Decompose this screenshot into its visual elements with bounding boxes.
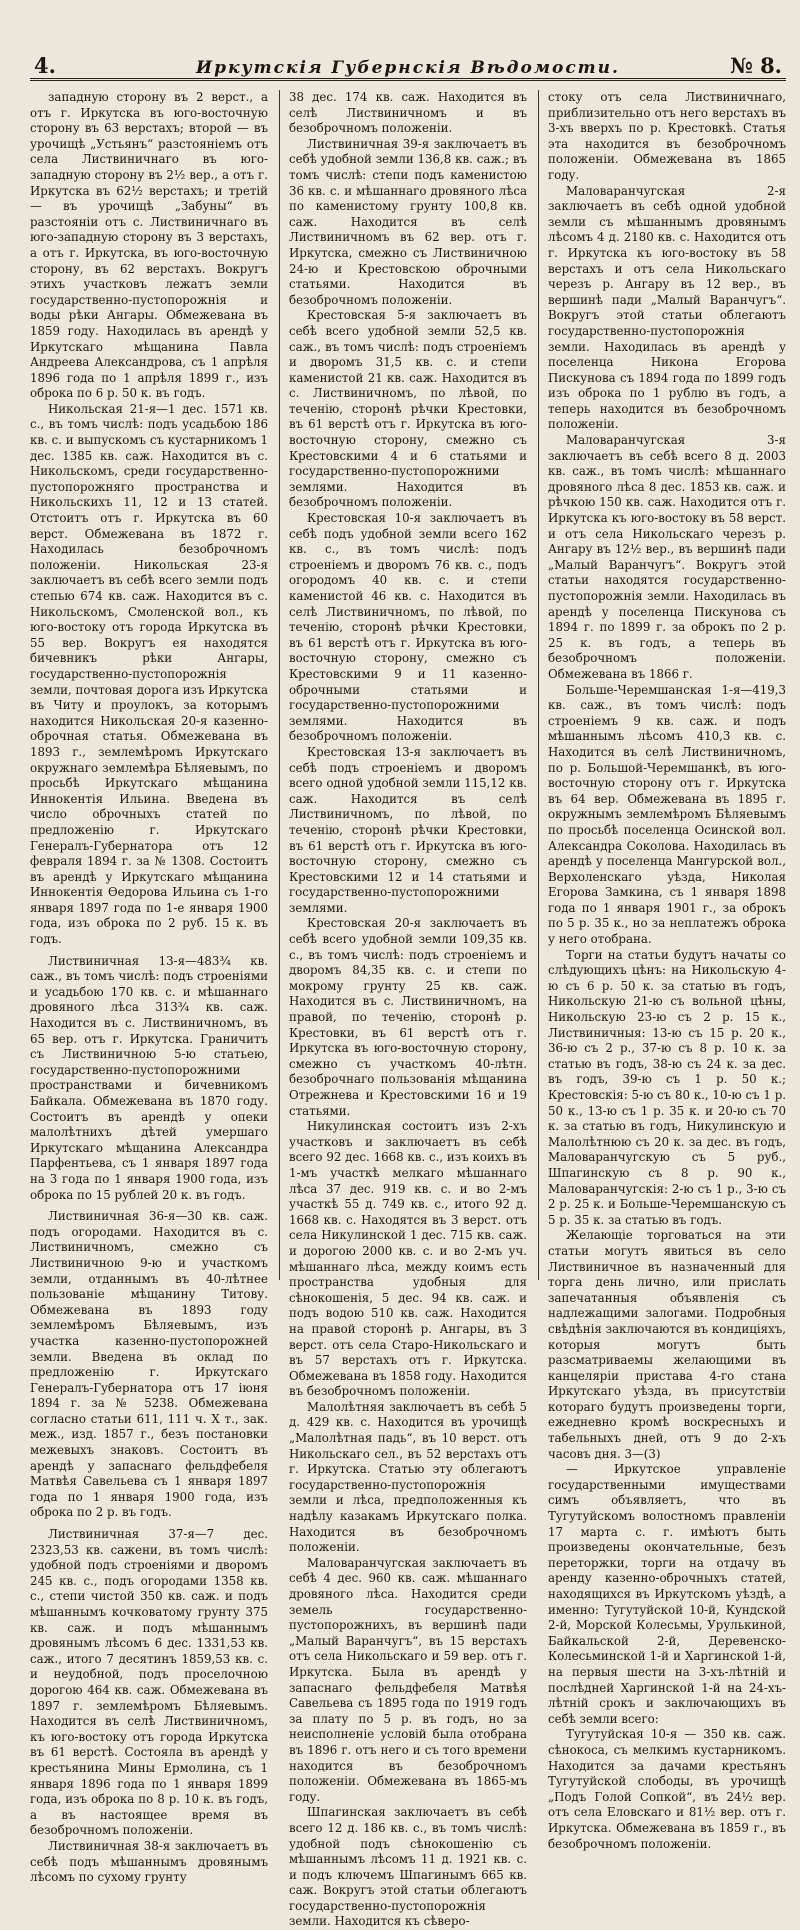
paragraph: западную сторону въ 2 верст., а отъ г. Иркутска въ юго-восточную сторону въ 63 верстахъ; второй — въ урочищѣ „Устьянъ“ разстояніемъ отъ села Листвиничнаго въ юго-западную сторону въ 2½ вер., а отъ г. Иркутска въ 62½ верстахъ; и третій — въ урочищѣ „Забуны“ въ разстояніи отъ с. Листвиничнаго въ юго-западную сторону въ 3 верстахъ, а отъ г. Иркутска, въ юго-восточную сторону, въ 62 верстахъ. Вокругъ этихъ участковъ лежатъ земли государственно-пустопорожнія и воды рѣки Ангары. Обмежевана въ 1859 году. Находилась въ арендѣ у Иркутскаго мѣщанина Павла Андреева Александрова, съ 1 апрѣля 1896 года по 1 апрѣля 1899 г., изъ оброка по 6 р. 50 к. въ годъ.: [30, 90, 268, 401]
paragraph: Никулинская состоитъ изъ 2-хъ участковъ и заключаетъ въ себѣ всего 92 дес. 1668 кв. с., изъ коихъ въ 1-мъ участкѣ мелкаго мѣшаннаго лѣса 37 дес. 919 кв. с. и во 2-мъ участкѣ 55 д. 749 кв. с., итого 92 д. 1668 кв. с. Находятся въ 3 верст. отъ села Никулинской 1 дес. 715 кв. саж. и дорогою 2000 кв. с. и во 2-мъ уч. мѣшаннаго лѣса, между коимъ есть пространства удобныя для сѣнокошенія, 5 дес. 94 кв. саж. и подъ водою 510 кв. саж. Находится на правой сторонѣ р. Ангары, въ 3 верст. отъ села Старо-Никольскаго и въ 57 верстахъ отъ г. Иркутска. Обмежевана въ 1858 году. Находится въ безоброчномъ положеніи.: [289, 1119, 527, 1399]
paragraph: Крестовская 13-я заключаетъ въ себѣ подъ строеніемъ и дворомъ всего одной удобной земли 115,12 кв. саж. Находится въ селѣ Листвиничномъ, по лѣвой, по теченію, сторонѣ рѣчки Крестовки, въ 61 верстѣ отъ г. Иркутска въ юго-восточную сторону, смежно съ Крестовскими 12 и 14 статьями и государственно-пустопорожними землями.: [289, 744, 527, 915]
paragraph: Листвиничная 36-я—30 кв. саж. подъ огородами. Находится въ с. Листвиничномъ, смежно съ Листвиничною 9-ю и участкомъ земли, отданнымъ въ 40-лѣтнее пользованіе мѣщанину Титову. Обмежевана въ 1893 году землемѣромъ Бѣляевымъ, изъ участка казенно-пустопорожней земли. Введена въ оклад по предложенію г. Иркутскаго Генералъ-Губернатора отъ 17 іюня 1894 г. за № 5238. Обмежевана согласно статьи 611, 111 ч. X т., зак. меж., изд. 1857 г., безъ постановки межевыхъ знаковъ. Состоитъ въ арендѣ у запаснаго фельдфебеля Матвѣя Савельева съ 1 января 1897 года по 1 января 1900 года, изъ оброка по 2 р. въ годъ.: [30, 1209, 268, 1520]
column-divider: [279, 90, 280, 1280]
paragraph: Больше-Черемшанская 1-я—419,3 кв. саж., въ томъ числѣ: подъ строеніемъ 9 кв. саж. и подъ мѣшаннымъ лѣсомъ 410,3 кв. с. Находится въ селѣ Листвиничномъ, по р. Большой-Черемшанкѣ, въ юго-восточную сторону отъ г. Иркутска въ 64 вер. Обмежевана въ 1895 г. окружнымъ землемѣромъ Бѣляевымъ по просьбѣ поселенца Осинской вол. Александра Соколова. Находилась въ арендѣ у поселенца Мангурской вол., Верхоленскаго уѣзда, Николая Егорова Замкина, съ 1 января 1898 года по 1 января 1901 г., за оброкъ по 5 р. 35 к., но за неплатежъ оброка у него отобрана.: [548, 682, 786, 947]
column-divider: [538, 90, 539, 1280]
text-columns: [30, 90, 786, 1929]
paragraph: Листвиничная 37-я—7 дес. 2323,53 кв. сажени, въ томъ числѣ: удобной подъ строеніями и дворомъ 245 кв. с., подъ огородами 1358 кв. с., степи чистой 350 кв. саж. и подъ мѣшаннымъ кочковатому грунту 375 кв. саж. и подъ мѣшаннымъ дровянымъ лѣсомъ 6 дес. 1331,53 кв. саж., итого 7 десятинъ 1859,53 кв. с. и неудобной, подъ проселочною дорогою 464 кв. саж. Обмежевана въ 1897 г. землемѣромъ Бѣляевымъ. Находится въ селѣ Листвиничномъ, къ юго-востоку отъ города Иркутска въ 61 верстѣ. Состояла въ арендѣ у крестьянина Мины Ермолина, съ 1 января 1896 года по 1 января 1899 года, изъ оброка по 8 р. 10 к. въ годъ, а въ настоящее время въ безоброчномъ положеніи.: [30, 1527, 268, 1838]
paragraph: Маловаранчугская 2-я заключаетъ въ себѣ одной удобной земли съ мѣшаннымъ дровянымъ лѣсомъ 4 д. 2180 кв. с. Находится отъ г. Иркутска къ юго-востоку въ 58 верстахъ и отъ села Никольскаго черезъ р. Ангару въ 12 вер., въ вершинѣ пади „Малый Варанчугъ“. Вокругъ этой статьи облегаютъ государственно-пустопорожнія земли. Находилась въ арендѣ у поселенца Никона Егорова Пискунова съ 1894 года по 1899 годъ изъ оброка по 1 рублю въ годъ, а теперь находится въ безоброчномъ положеніи.: [548, 183, 786, 432]
column-1: [30, 90, 268, 1885]
paragraph: Торги на статьи будутъ начаты со слѣдующихъ цѣнъ: на Никольскую 4-ю съ 6 р. 50 к. за статью въ годъ, Никольскую 21-ю съ вольной цѣны, Никольскую 23-ю съ 2 р. 15 к., Листвиничныя: 13-ю съ 15 р. 20 к., 36-ю съ 2 р., 37-ю съ 8 р. 10 к. за статью въ годъ, 38-ю съ 24 к. за дес. въ годъ, 39-ю съ 1 р. 50 к.; Крестовскія: 5-ю съ 80 к., 10-ю съ 1 р. 50 к., 13-ю съ 1 р. 35 к. и 20-ю съ 70 к. за статью въ годъ, Никулинскую и Малолѣтнюю съ 20 к. за дес. въ годъ, Маловаранчугскую съ 5 руб., Шпагинскую съ 8 р. 90 к., Маловаранчугскія: 2-ю съ 1 р., 3-ю съ 2 р. 25 к. и Больше-Черемшанскую съ 5 р. 35 к. за статью въ годъ.: [548, 947, 786, 1227]
newspaper-title: Иркутскія Губернскія Вѣдомости.: [196, 58, 620, 78]
issue-number: № 8.: [729, 53, 782, 78]
paragraph: Малолѣтняя заключаетъ въ себѣ 5 д. 429 кв. с. Находится въ урочищѣ „Малолѣтная падь“, въ 10 верст. отъ Никольскаго сел., въ 52 верстахъ отъ г. Иркутска. Статью эту облегаютъ государственно-пустопорожнія земли и лѣса, предположенныя къ надѣлу казакамъ Иркутскаго полка. Находится въ безоброчномъ положеніи.: [289, 1399, 527, 1555]
paragraph: Крестовская 20-я заключаетъ въ себѣ всего удобной земли 109,35 кв. с., въ томъ числѣ: подъ строеніемъ и дворомъ 84,35 кв. с. и степи по мокрому грунту 25 кв. саж. Находится въ с. Листвиничномъ, на правой, по теченію, сторонѣ р. Крестовки, въ 61 верстѣ отъ г. Иркутска въ юго-восточную сторону, смежно съ участкомъ 40-лѣтн. безоброчнаго пользованія мѣщанина Отрежнева и Крестовскими 16 и 19 статьями.: [289, 916, 527, 1118]
column-3: [548, 90, 786, 1851]
paragraph: Маловаранчугская 3-я заключаетъ въ себѣ всего 8 д. 2003 кв. саж., въ томъ числѣ: мѣшаннаго дровяного лѣса 8 дес. 1853 кв. саж. и рѣчкою 150 кв. саж. Находится отъ г. Иркутска къ юго-востоку въ 58 верст. и отъ села Никольскаго черезъ р. Ангару въ 12½ вер., въ вершинѣ пади „Малый Варанчугъ“. Вокругъ этой статьи находятся государственно-пустопорожнія земли. Находилась въ арендѣ у поселенца Пискунова съ 1894 г. по 1899 г. за оброкъ по 2 р. 25 к. въ годъ, а теперь въ безоброчномъ положеніи. Обмежевана въ 1866 г.: [548, 433, 786, 681]
paragraph: стоку отъ села Листвиничнаго, приблизительно отъ него верстахъ въ 3-хъ вверхъ по р. Крестовкѣ. Статья эта находится въ безоброчномъ положеніи. Обмежевана въ 1865 году.: [548, 90, 786, 182]
paragraph: Тугутуйская 10-я — 350 кв. саж. сѣнокоса, съ мелкимъ кустарникомъ. Находится за дачами крестьянъ Тугутуйской слободы, въ урочищѣ „Подъ Голой Сопкой“, въ 24½ вер. отъ села Еловскаго и 81½ вер. отъ г. Иркутска. Обмежевана въ 1859 г., въ безоброчномъ положеніи.: [548, 1727, 786, 1851]
paragraph: Никольская 21-я—1 дес. 1571 кв. с., въ томъ числѣ: подъ усадьбою 186 кв. с. и выпускомъ съ кустарникомъ 1 дес. 1385 кв. саж. Находится въ с. Никольскомъ, среди государственно-пустопорожняго пространства и Никольскихъ 11, 12 и 13 статей. Отстоитъ отъ г. Иркутска въ 60 верст. Обмежевана въ 1872 г. Находилась безоброчномъ положеніи. Никольская 23-я заключаетъ въ себѣ всего земли подъ степью 674 кв. саж. Находится въ с. Никольскомъ, Смоленской вол., къ юго-востоку отъ города Иркутска въ 55 вер. Вокругъ ея находятся бичевникъ рѣки Ангары, государственно-пустопорожнія земли, почтовая дорога изъ Иркутска въ Читу и проулокъ, за которымъ находится Никольская 20-я казенно-оброчная статья. Обмежевана въ 1893 г., землемѣромъ Иркутскаго окружнаго землемѣра Бѣляевымъ, по просьбѣ Иркутскаго мѣщанина Иннокентія Ильина. Введена въ число оброчныхъ статей по предложенію г. Иркутскаго Генералъ-Губернатора отъ 12 февраля 1894 г. за № 1308. Состоитъ въ арендѣ у Иркутскаго мѣщанина Иннокентія Ѳедорова Ильина съ 1-го января 1897 года по 1-е января 1900 года, изъ оброка по 2 руб. 15 к. въ годъ.: [30, 401, 268, 947]
paragraph: Крестовская 10-я заключаетъ въ себѣ подъ удобной земли всего 162 кв. с., въ томъ числѣ: подъ строеніемъ и дворомъ 76 кв. с., подъ огородомъ 40 кв. с. и степи каменистой 46 кв. с. Находится въ селѣ Листвиничномъ, по лѣвой, по теченію, сторонѣ рѣчки Крестовки, въ 61 верстѣ отъ г. Иркутска въ юго-восточную сторону, смежно съ Крестовскими 9 и 11 казенно-оброчными статьями и государственно-пустопорожними землями. Находится въ безоброчномъ положеніи.: [289, 511, 527, 744]
paragraph: Листвиничная 13-я—483¾ кв. саж., въ томъ числѣ: подъ строеніями и усадьбою 170 кв. с. и мѣшаннаго дровяного лѣса 313¾ кв. саж. Находится въ с. Листвиничномъ, въ 65 вер. отъ г. Иркутска. Граничитъ съ Листвиничною 5-ю статьею, государственно-пустопорожними пространствами и бичевникомъ Байкала. Обмежевана въ 1870 году. Состоитъ въ арендѣ у опеки малолѣтнихъ дѣтей умершаго Иркутскаго мѣщанина Александра Парфентьева, съ 1 января 1897 года на 3 года по 1 января 1900 года, изъ оброка по 15 рублей 20 к. въ годъ.: [30, 953, 268, 1202]
page-number: 4.: [34, 53, 56, 78]
column-2: [289, 90, 527, 1929]
paragraph: Шпагинская заключаетъ въ себѣ всего 12 д. 186 кв. с., въ томъ числѣ: удобной подъ сѣнокошенію съ мѣшаннымъ лѣсомъ 11 д. 1921 кв. с. и подъ ключемъ Шпагинымъ 665 кв. саж. Вокругъ этой статьи облегаютъ государственно-пустопорожнія земли. Находится къ сѣверо-: [289, 1805, 527, 1929]
paragraph: Желающіе торговаться на эти статьи могутъ явиться въ село Листвиничное въ назначенный для торга день лично, или прислать запечатанныя объявленія съ надлежащими залогами. Подробныя свѣдѣнія заключаются въ кондиціяхъ, которыя могутъ быть разсматриваемы желающими въ канцеляріи пристава 4-го стана Иркутскаго уѣзда, въ присутствіи котораго будутъ произведены торги, ежедневно кромѣ воскресныхъ и табельныхъ дней, отъ 9 до 2-хъ часовъ дня. 3—(3): [548, 1228, 786, 1461]
paragraph: — Иркутское управленіе государственными имуществами симъ объявляетъ, что въ Тугутуйскомъ волостномъ правленіи 17 марта с. г. имѣютъ быть произведены окончательные, безъ переторжки, торги на отдачу въ аренду казенно-оброчныхъ статей, находящихся въ Иркутскомъ уѣздѣ, а именно: Тугутуйской 10-й, Кундской 2-й, Морской Колесьмы, Урулькиной, Байкальской 2-й, Деревенско-Колесьминской 1-й и Харгинской 1-й, на первыя шести на 3-хъ-лѣтній и послѣдней Харгинской 1-й на 24-хъ-лѣтній срокъ и заключающихъ въ себѣ земли всего:: [548, 1462, 786, 1726]
paragraph: 38 дес. 174 кв. саж. Находится въ селѣ Листвиничномъ и въ безоброчномъ положеніи.: [289, 90, 527, 136]
paragraph: Маловаранчугская заключаетъ въ себѣ 4 дес. 960 кв. саж. мѣшаннаго дровяного лѣса. Находится среди земель государственно-пустопорожнихъ, въ вершинѣ пади „Малый Варанчугъ“, въ 15 верстахъ отъ села Никольскаго и 59 вер. отъ г. Иркутска. Была въ арендѣ у запаснаго фельдфебеля Матвѣя Савельева съ 1895 года по 1919 годъ за плату по 5 р. въ годъ, но за неисполненіе условій была отобрана въ 1896 г. отъ него и съ того времени находится въ безоброчномъ положеніи. Обмежевана въ 1865-мъ году.: [289, 1555, 527, 1804]
paragraph: Листвиничная 38-я заключаетъ въ себѣ подъ мѣшаннымъ дровянымъ лѣсомъ по сухому грунту: [30, 1838, 268, 1885]
paragraph: Крестовская 5-я заключаетъ въ себѣ всего удобной земли 52,5 кв. саж., въ томъ числѣ: подъ строеніемъ и дворомъ 31,5 кв. с. и степи каменистой 21 кв. саж. Находится въ с. Листвиничномъ, по лѣвой, по теченію, сторонѣ рѣчки Крестовки, въ 61 верстѣ отъ г. Иркутска въ юго-восточную сторону, смежно съ Крестовскими 4 и 6 статьями и государственно-пустопорожними землями. Находится въ безоброчномъ положеніи.: [289, 308, 527, 510]
paragraph: Листвиничная 39-я заключаетъ въ себѣ удобной земли 136,8 кв. саж.; въ томъ числѣ: степи подъ каменистою 36 кв. с. и мѣшаннаго дровяного лѣса по каменистому грунту 100,8 кв. саж. Находится въ селѣ Листвиничномъ въ 62 вер. отъ г. Иркутска, смежно съ Листвиничною 24-ю и Крестовскою оброчными статьями. Находится въ безоброчномъ положеніи.: [289, 136, 527, 307]
page-header: [30, 44, 786, 81]
